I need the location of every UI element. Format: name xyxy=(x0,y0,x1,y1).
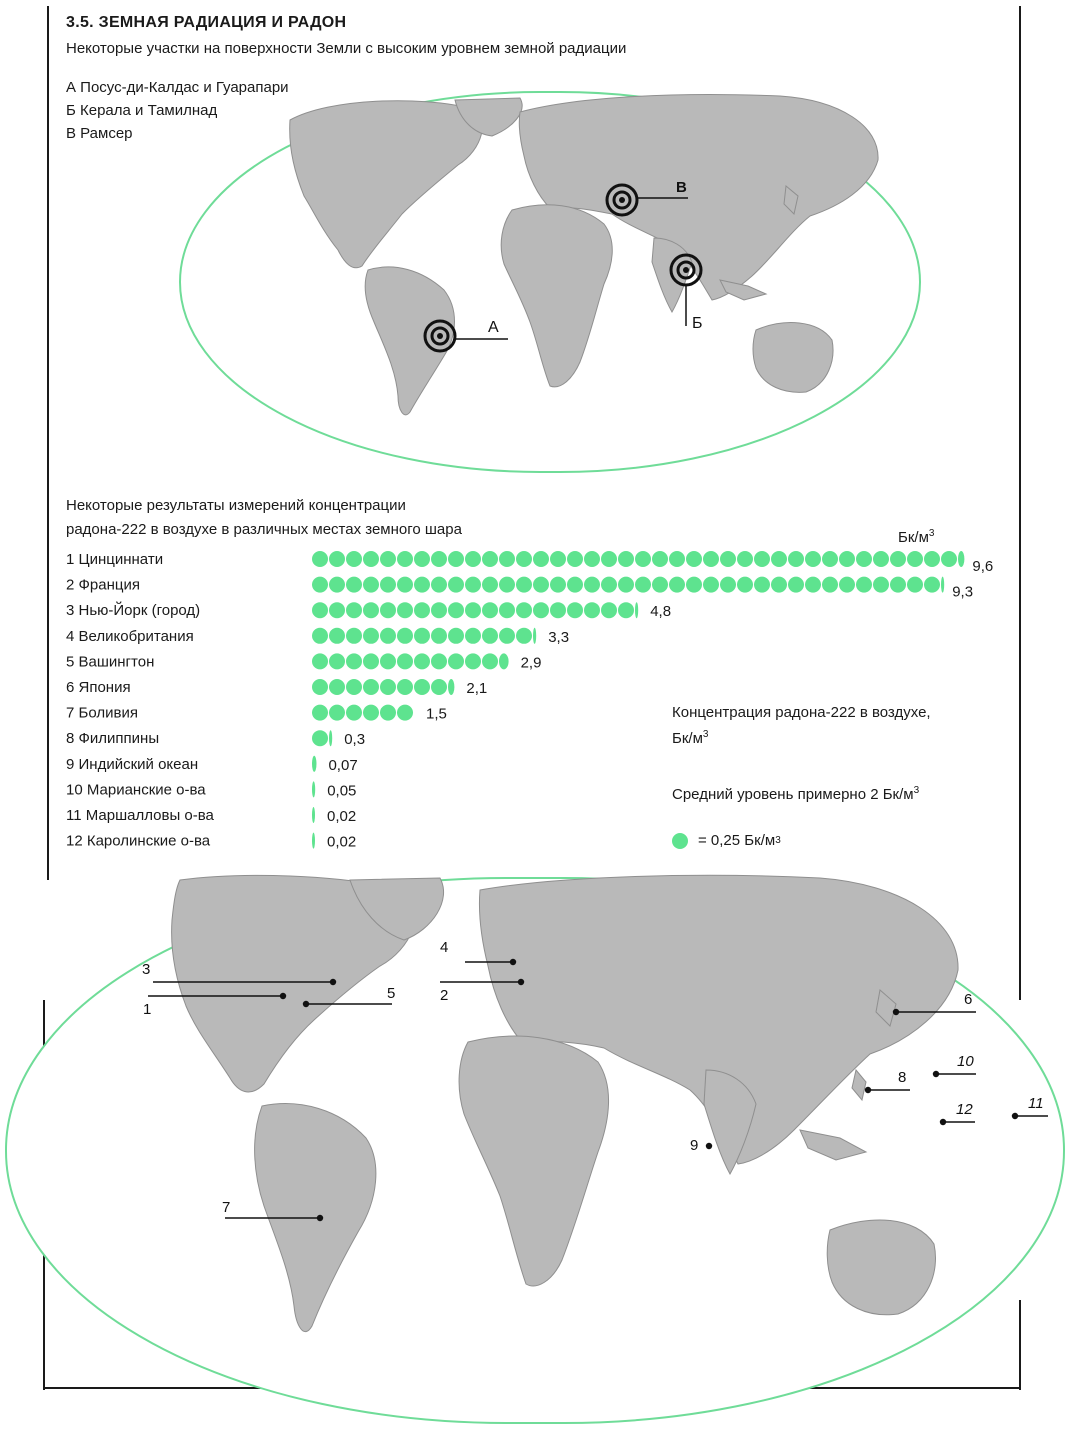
bar-dot xyxy=(312,730,328,746)
bar-partial-dot xyxy=(312,781,315,797)
bar-dot xyxy=(346,602,362,618)
bar-dot xyxy=(635,551,651,567)
bar-value-label: 0,02 xyxy=(327,808,357,825)
bar xyxy=(312,833,315,849)
bar-dot xyxy=(397,551,413,567)
location-label: 8 xyxy=(898,1069,907,1086)
bar-dot xyxy=(652,551,668,567)
bar-dot xyxy=(907,577,923,593)
bar-dot xyxy=(822,577,838,593)
bar-dot xyxy=(941,551,957,567)
legend-average xyxy=(672,780,931,806)
bar-category-label: 5 Вашингтон xyxy=(66,653,155,671)
legend-dot-swatch xyxy=(672,833,688,849)
bar xyxy=(312,628,536,644)
bar-category-label: 7 Боливия xyxy=(66,704,138,722)
bar-dot xyxy=(465,577,481,593)
bar-dot xyxy=(584,577,600,593)
page-subtitle: Некоторые участки на поверхности Земли с высоким уровнем земной радиации xyxy=(66,40,627,57)
bar-dot xyxy=(431,577,447,593)
bar-dot xyxy=(414,679,430,695)
location-label: 3 xyxy=(142,961,151,978)
location-label: 10 xyxy=(957,1053,974,1070)
bar xyxy=(312,653,509,669)
bar-partial-dot xyxy=(448,679,454,695)
bar-value-label: 2,9 xyxy=(520,654,542,672)
legend-dot-sup: 3 xyxy=(775,835,781,846)
bar-dot xyxy=(414,577,430,593)
bar-dot xyxy=(380,602,396,618)
bar-dot xyxy=(703,551,719,567)
bar-dot xyxy=(363,602,379,618)
bar-dot xyxy=(669,577,685,593)
bar-dot xyxy=(737,551,753,567)
bar-dot xyxy=(329,602,345,618)
bar-dot xyxy=(686,577,702,593)
bar-dot xyxy=(686,551,702,567)
legend-unit-sup: 3 xyxy=(702,729,709,740)
bar-dot xyxy=(414,551,430,567)
legend-average-sup: 3 xyxy=(913,785,920,796)
bar-dot xyxy=(499,577,515,593)
bar-dot xyxy=(601,602,617,618)
bar-partial-dot xyxy=(941,577,944,593)
bar-dot xyxy=(346,551,362,567)
legend-average-text: Средний уровень примерно 2 Бк/м xyxy=(672,786,914,803)
bar-value-label: 3,3 xyxy=(548,628,570,646)
bar-dot xyxy=(431,679,447,695)
site-label-v: В xyxy=(676,179,687,196)
location-dot xyxy=(1012,1113,1018,1119)
sites-legend xyxy=(66,76,289,145)
bar-dot xyxy=(618,602,634,618)
bar-dot xyxy=(363,679,379,695)
bar-dot xyxy=(380,705,396,721)
bar-dot xyxy=(448,628,464,644)
bar-dot xyxy=(533,577,549,593)
bar-dot xyxy=(771,551,787,567)
bar-dot xyxy=(618,577,634,593)
location-dot xyxy=(330,979,336,985)
bar-category-label: 10 Марианские о-ва xyxy=(66,781,206,799)
bar-dot xyxy=(788,551,804,567)
bar-dot xyxy=(703,577,719,593)
bar-partial-dot xyxy=(312,807,315,823)
location-label: 1 xyxy=(143,1001,152,1018)
bar-dot xyxy=(805,577,821,593)
bar-dot xyxy=(346,628,362,644)
chart-title-line-2: радона-222 в воздухе в различных местах земного шара xyxy=(66,521,462,538)
bar-dot xyxy=(465,653,481,669)
bar-category-label: 8 Филиппины xyxy=(66,730,160,748)
bar-dot xyxy=(516,577,532,593)
bar-dot xyxy=(890,577,906,593)
bar-dot xyxy=(754,577,770,593)
bar-dot xyxy=(312,628,328,644)
bar-dot xyxy=(635,577,651,593)
bar-partial-dot xyxy=(635,602,638,618)
legend-unit-text: Бк/м xyxy=(672,730,703,747)
bar-dot xyxy=(550,551,566,567)
bar-dot xyxy=(737,577,753,593)
bar-dot xyxy=(465,551,481,567)
bar xyxy=(312,679,454,695)
bar-dot xyxy=(465,602,481,618)
bar-dot xyxy=(584,602,600,618)
location-dot xyxy=(933,1071,939,1077)
bar-dot xyxy=(448,653,464,669)
location-label: 11 xyxy=(1028,1095,1044,1112)
bar-dot xyxy=(329,679,345,695)
chart-legend xyxy=(672,702,931,852)
site-label-b: Б xyxy=(692,315,703,332)
bar-dot xyxy=(482,551,498,567)
location-label: 2 xyxy=(440,987,449,1004)
legend-dot-text: = 0,25 Бк/м xyxy=(698,832,776,849)
bar xyxy=(312,730,332,746)
bar-value-label: 1,5 xyxy=(426,705,447,723)
bar-category-label: 3 Нью-Йорк (город) xyxy=(66,602,201,620)
bar-dot xyxy=(346,577,362,593)
chart-unit-sup: 3 xyxy=(928,528,935,539)
location-label: 7 xyxy=(222,1199,231,1216)
bar-dot xyxy=(397,577,413,593)
bar-dot xyxy=(584,551,600,567)
location-dot xyxy=(893,1009,899,1015)
site-label-a: А xyxy=(488,319,499,336)
sites-legend-item-v: В Рамсер xyxy=(66,125,133,142)
bar-dot xyxy=(448,602,464,618)
location-label: 6 xyxy=(964,991,973,1008)
bar-dot xyxy=(533,551,549,567)
bar xyxy=(312,577,944,593)
bar-dot xyxy=(414,653,430,669)
bar-category-label: 4 Великобритания xyxy=(66,627,194,645)
bar-dot xyxy=(516,551,532,567)
bar-dot xyxy=(788,577,804,593)
bar-dot xyxy=(431,628,447,644)
location-dot xyxy=(865,1087,871,1093)
bar-dot xyxy=(482,577,498,593)
bar-dot xyxy=(482,602,498,618)
bar-dot xyxy=(499,551,515,567)
bar-dot xyxy=(363,628,379,644)
bar-dot xyxy=(397,602,413,618)
bar-dot xyxy=(448,577,464,593)
bar-dot xyxy=(516,602,532,618)
bar-dot xyxy=(618,551,634,567)
legend-dot-scale xyxy=(672,830,931,852)
bar-dot xyxy=(907,551,923,567)
bar-dot xyxy=(669,551,685,567)
bar-dot xyxy=(329,705,345,721)
bar xyxy=(312,551,964,567)
bar-dot xyxy=(312,705,328,721)
bar-dot xyxy=(533,602,549,618)
bar-value-label: 0,3 xyxy=(344,731,366,749)
location-dot xyxy=(280,993,286,999)
bar xyxy=(312,705,413,721)
sites-legend-item-b: Б Керала и Тамилнад xyxy=(66,102,218,119)
bar-dot xyxy=(873,577,889,593)
location-label: 9 xyxy=(690,1137,699,1154)
location-label: 5 xyxy=(387,985,396,1002)
bar-value-label: 9,3 xyxy=(952,583,974,601)
bar-dot xyxy=(329,628,345,644)
bar-dot xyxy=(448,551,464,567)
bar-dot xyxy=(346,705,362,721)
bar-dot xyxy=(380,577,396,593)
bar-value-label: 2,1 xyxy=(466,680,488,697)
bar-dot xyxy=(516,628,532,644)
bar-dot xyxy=(346,653,362,669)
bar-dot xyxy=(873,551,889,567)
bar-value-label: 9,6 xyxy=(972,558,994,575)
bar-dot xyxy=(397,628,413,644)
bar xyxy=(312,602,638,618)
bar-dot xyxy=(414,602,430,618)
bar-dot xyxy=(601,551,617,567)
bar-partial-dot xyxy=(533,628,536,644)
bar-value-label: 0,07 xyxy=(328,756,358,774)
bar-partial-dot xyxy=(958,551,964,567)
bar-partial-dot xyxy=(312,833,315,849)
bar-dot xyxy=(312,679,328,695)
bar-dot xyxy=(329,577,345,593)
bar-dot xyxy=(465,628,481,644)
chart-unit-text: Бк/м xyxy=(898,529,929,546)
bar-dot xyxy=(363,577,379,593)
chart-unit-label xyxy=(898,528,934,546)
bar-dot xyxy=(720,551,736,567)
bar-category-label: 12 Каролинские о-ва xyxy=(66,832,211,850)
bar-dot xyxy=(890,551,906,567)
bar-category-label: 11 Маршалловы о-ва xyxy=(66,807,214,824)
bar-dot xyxy=(414,628,430,644)
bar-dot xyxy=(499,602,515,618)
location-label: 12 xyxy=(956,1101,973,1118)
measurement-locations-map xyxy=(0,870,1070,1430)
location-dot xyxy=(303,1001,309,1007)
bar-dot xyxy=(652,577,668,593)
bar-dot xyxy=(363,551,379,567)
bar-dot xyxy=(601,577,617,593)
location-label: 4 xyxy=(440,939,449,956)
bar-partial-dot xyxy=(499,653,509,669)
location-dot xyxy=(510,959,516,965)
bar-dot xyxy=(312,551,328,567)
bar-dot xyxy=(312,602,328,618)
bar-dot xyxy=(431,602,447,618)
bar-dot xyxy=(346,679,362,695)
bar-category-label: 2 Франция xyxy=(66,576,140,594)
bar-dot xyxy=(822,551,838,567)
bar-value-label: 4,8 xyxy=(650,603,672,621)
bar-dot xyxy=(550,577,566,593)
bar-dot xyxy=(856,551,872,567)
location-dot xyxy=(518,979,524,985)
bar-dot xyxy=(380,679,396,695)
bar-dot xyxy=(754,551,770,567)
bar-dot xyxy=(380,551,396,567)
bar-dot xyxy=(482,628,498,644)
bar-dot xyxy=(329,551,345,567)
bar-dot xyxy=(312,653,328,669)
bar-dot xyxy=(771,577,787,593)
bar xyxy=(312,756,316,772)
bar-dot xyxy=(499,628,515,644)
bar-category-label: 6 Япония xyxy=(66,679,131,696)
bar-category-label: 9 Индийский океан xyxy=(66,755,199,773)
bar-dot xyxy=(380,653,396,669)
bar-dot xyxy=(567,551,583,567)
location-dot xyxy=(706,1143,712,1149)
location-dot xyxy=(317,1215,323,1221)
bar-dot xyxy=(363,653,379,669)
bar-dot xyxy=(856,577,872,593)
bar-dot xyxy=(312,577,328,593)
bar-dot xyxy=(363,705,379,721)
bar-dot xyxy=(397,653,413,669)
chart-title-line-1: Некоторые результаты измерений концентрации xyxy=(66,497,406,514)
legend-title: Концентрация радона-222 в воздухе, xyxy=(672,704,931,721)
bar-dot xyxy=(397,705,413,721)
bar-dot xyxy=(839,577,855,593)
bar-dot xyxy=(550,602,566,618)
bar-dot xyxy=(380,628,396,644)
bar-value-label: 0,02 xyxy=(327,833,357,851)
bar-dot xyxy=(482,653,498,669)
bar xyxy=(312,781,315,797)
bar-dot xyxy=(567,577,583,593)
bar-partial-dot xyxy=(312,756,316,772)
legend-unit xyxy=(672,724,931,750)
bar-dot xyxy=(720,577,736,593)
bar-dot xyxy=(329,653,345,669)
sites-legend-item-a: А Посус-ди-Калдас и Гуарапари xyxy=(66,79,289,96)
bar-dot xyxy=(431,653,447,669)
bar xyxy=(312,807,315,823)
chart-title xyxy=(66,494,462,542)
bar-value-label: 0,05 xyxy=(327,782,357,800)
bar-dot xyxy=(924,551,940,567)
page-title: 3.5. ЗЕМНАЯ РАДИАЦИЯ И РАДОН xyxy=(66,14,347,31)
bar-partial-dot xyxy=(329,730,332,746)
bar-dot xyxy=(431,551,447,567)
location-dot xyxy=(940,1119,946,1125)
bar-dot xyxy=(567,602,583,618)
bar-dot xyxy=(397,679,413,695)
bar-dot xyxy=(839,551,855,567)
bar-dot xyxy=(805,551,821,567)
bar-dot xyxy=(924,577,940,593)
bar-category-label: 1 Цинциннати xyxy=(66,551,164,568)
high-radiation-sites-map xyxy=(0,0,1070,480)
